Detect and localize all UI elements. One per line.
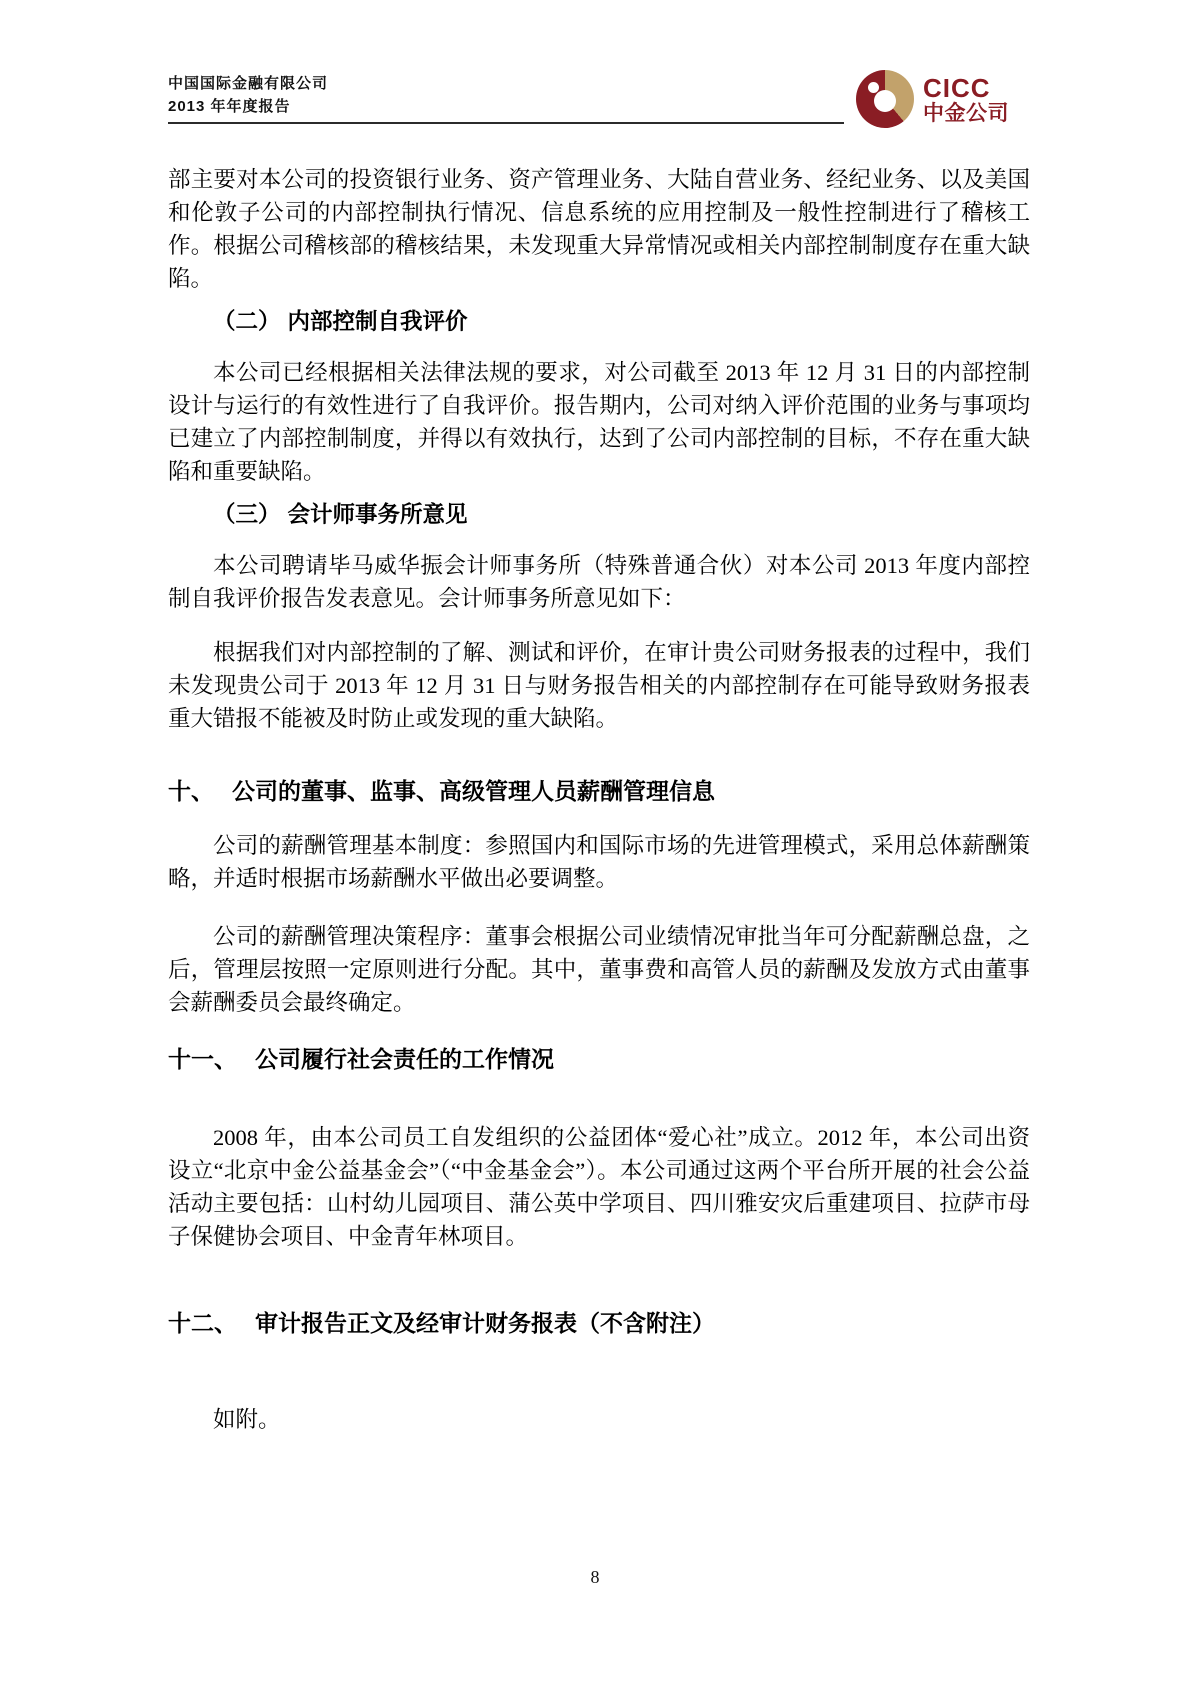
- cicc-logo-icon: [856, 70, 914, 128]
- section-heading-accounting-firm-opinion: [168, 498, 1030, 531]
- cicc-logo-hole: [874, 90, 896, 112]
- paragraph-internal-audit-continued: 部主要对本公司的投资银行业务、资产管理业务、大陆自营业务、经纪业务、以及美国和伦敦子公司的内部控制执行情况、信息系统的应用控制及一般性控制进行了稽核工作。根据公司稽核部的稽核结果，未发现重大异常情况或相关内部控制制度存在重大缺陷。: [168, 167, 1030, 291]
- paragraph-self-evaluation: 本公司已经根据相关法律法规的要求，对公司截至 2013 年 12 月 31 日的内部控制设计与运行的有效性进行了自我评价。报告期内，公司对纳入评价范围的业务与事项均已建立了内部控制制度，并得以有效执行，达到了公司内部控制的目标，不存在重大缺陷和重要缺陷。: [168, 360, 1030, 484]
- cicc-logo-acronym: CICC: [923, 72, 991, 103]
- page-number: 8: [590, 1567, 600, 1587]
- document-body: [168, 163, 1030, 1436]
- chapter-number: 十二、: [168, 1311, 237, 1336]
- section-title: 会计师事务所意见: [287, 502, 468, 527]
- paragraph-compensation-procedure: 公司的薪酬管理决策程序：董事会根据公司业绩情况审批当年可分配薪酬总盘，之后，管理层按照一定原则进行分配。其中，董事费和高管人员的薪酬及发放方式由董事会薪酬委员会最终确定。: [168, 924, 1030, 1015]
- section-title: 内部控制自我评价: [287, 309, 468, 334]
- chapter-title: 公司履行社会责任的工作情况: [255, 1047, 554, 1072]
- chapter-title: 公司的董事、监事、高级管理人员薪酬管理信息: [232, 779, 715, 804]
- paragraph-auditor-engagement: 本公司聘请毕马威华振会计师事务所（特殊普通合伙）对本公司 2013 年度内部控制自我评价报告发表意见。会计师事务所意见如下：: [168, 553, 1030, 611]
- paragraph-compensation-system: 公司的薪酬管理基本制度：参照国内和国际市场的先进管理模式，采用总体薪酬策略，并适时根据市场薪酬水平做出必要调整。: [168, 833, 1030, 891]
- paragraph-csr-activities: 2008 年，由本公司员工自发组织的公益团体“爱心社”成立。2012 年，本公司出资设立“北京中金公益基金会”（“中金基金会”）。本公司通过这两个平台所开展的社会公益活动主要包括：山村幼儿园项目、蒲公英中学项目、四川雅安灾后重建项目、拉萨市母子保健协会项目、中金青年林项目。: [168, 1125, 1030, 1249]
- chapter-heading-audit-report: [168, 1307, 1030, 1341]
- chapter-heading-social-responsibility: [168, 1043, 1030, 1077]
- section-number: （二）: [213, 309, 281, 334]
- chapter-number: 十一、: [168, 1047, 237, 1072]
- chapter-heading-compensation-info: [168, 775, 1030, 809]
- chapter-number: 十、: [168, 779, 214, 804]
- cicc-logo: [856, 70, 1009, 128]
- header-divider: [168, 122, 844, 124]
- paragraph-as-attached: 如附。: [213, 1407, 281, 1432]
- header-report-title: 2013 年年度报告: [168, 98, 291, 115]
- section-number: （三）: [213, 502, 281, 527]
- paragraph-auditor-opinion: 根据我们对内部控制的了解、测试和评价，在审计贵公司财务报表的过程中，我们未发现贵公司于 2013 年 12 月 31 日与财务报告相关的内部控制存在可能导致财务报表重大错报不能被及时防止或发现的重大缺陷。: [168, 640, 1030, 731]
- cicc-logo-text: [923, 72, 1009, 125]
- cicc-logo-name-cn: 中金公司: [923, 101, 1009, 125]
- section-heading-internal-control-self-evaluation: [168, 305, 1030, 338]
- header-company-name: 中国国际金融有限公司: [168, 75, 329, 92]
- chapter-title: 审计报告正文及经审计财务报表（不含附注）: [255, 1311, 715, 1336]
